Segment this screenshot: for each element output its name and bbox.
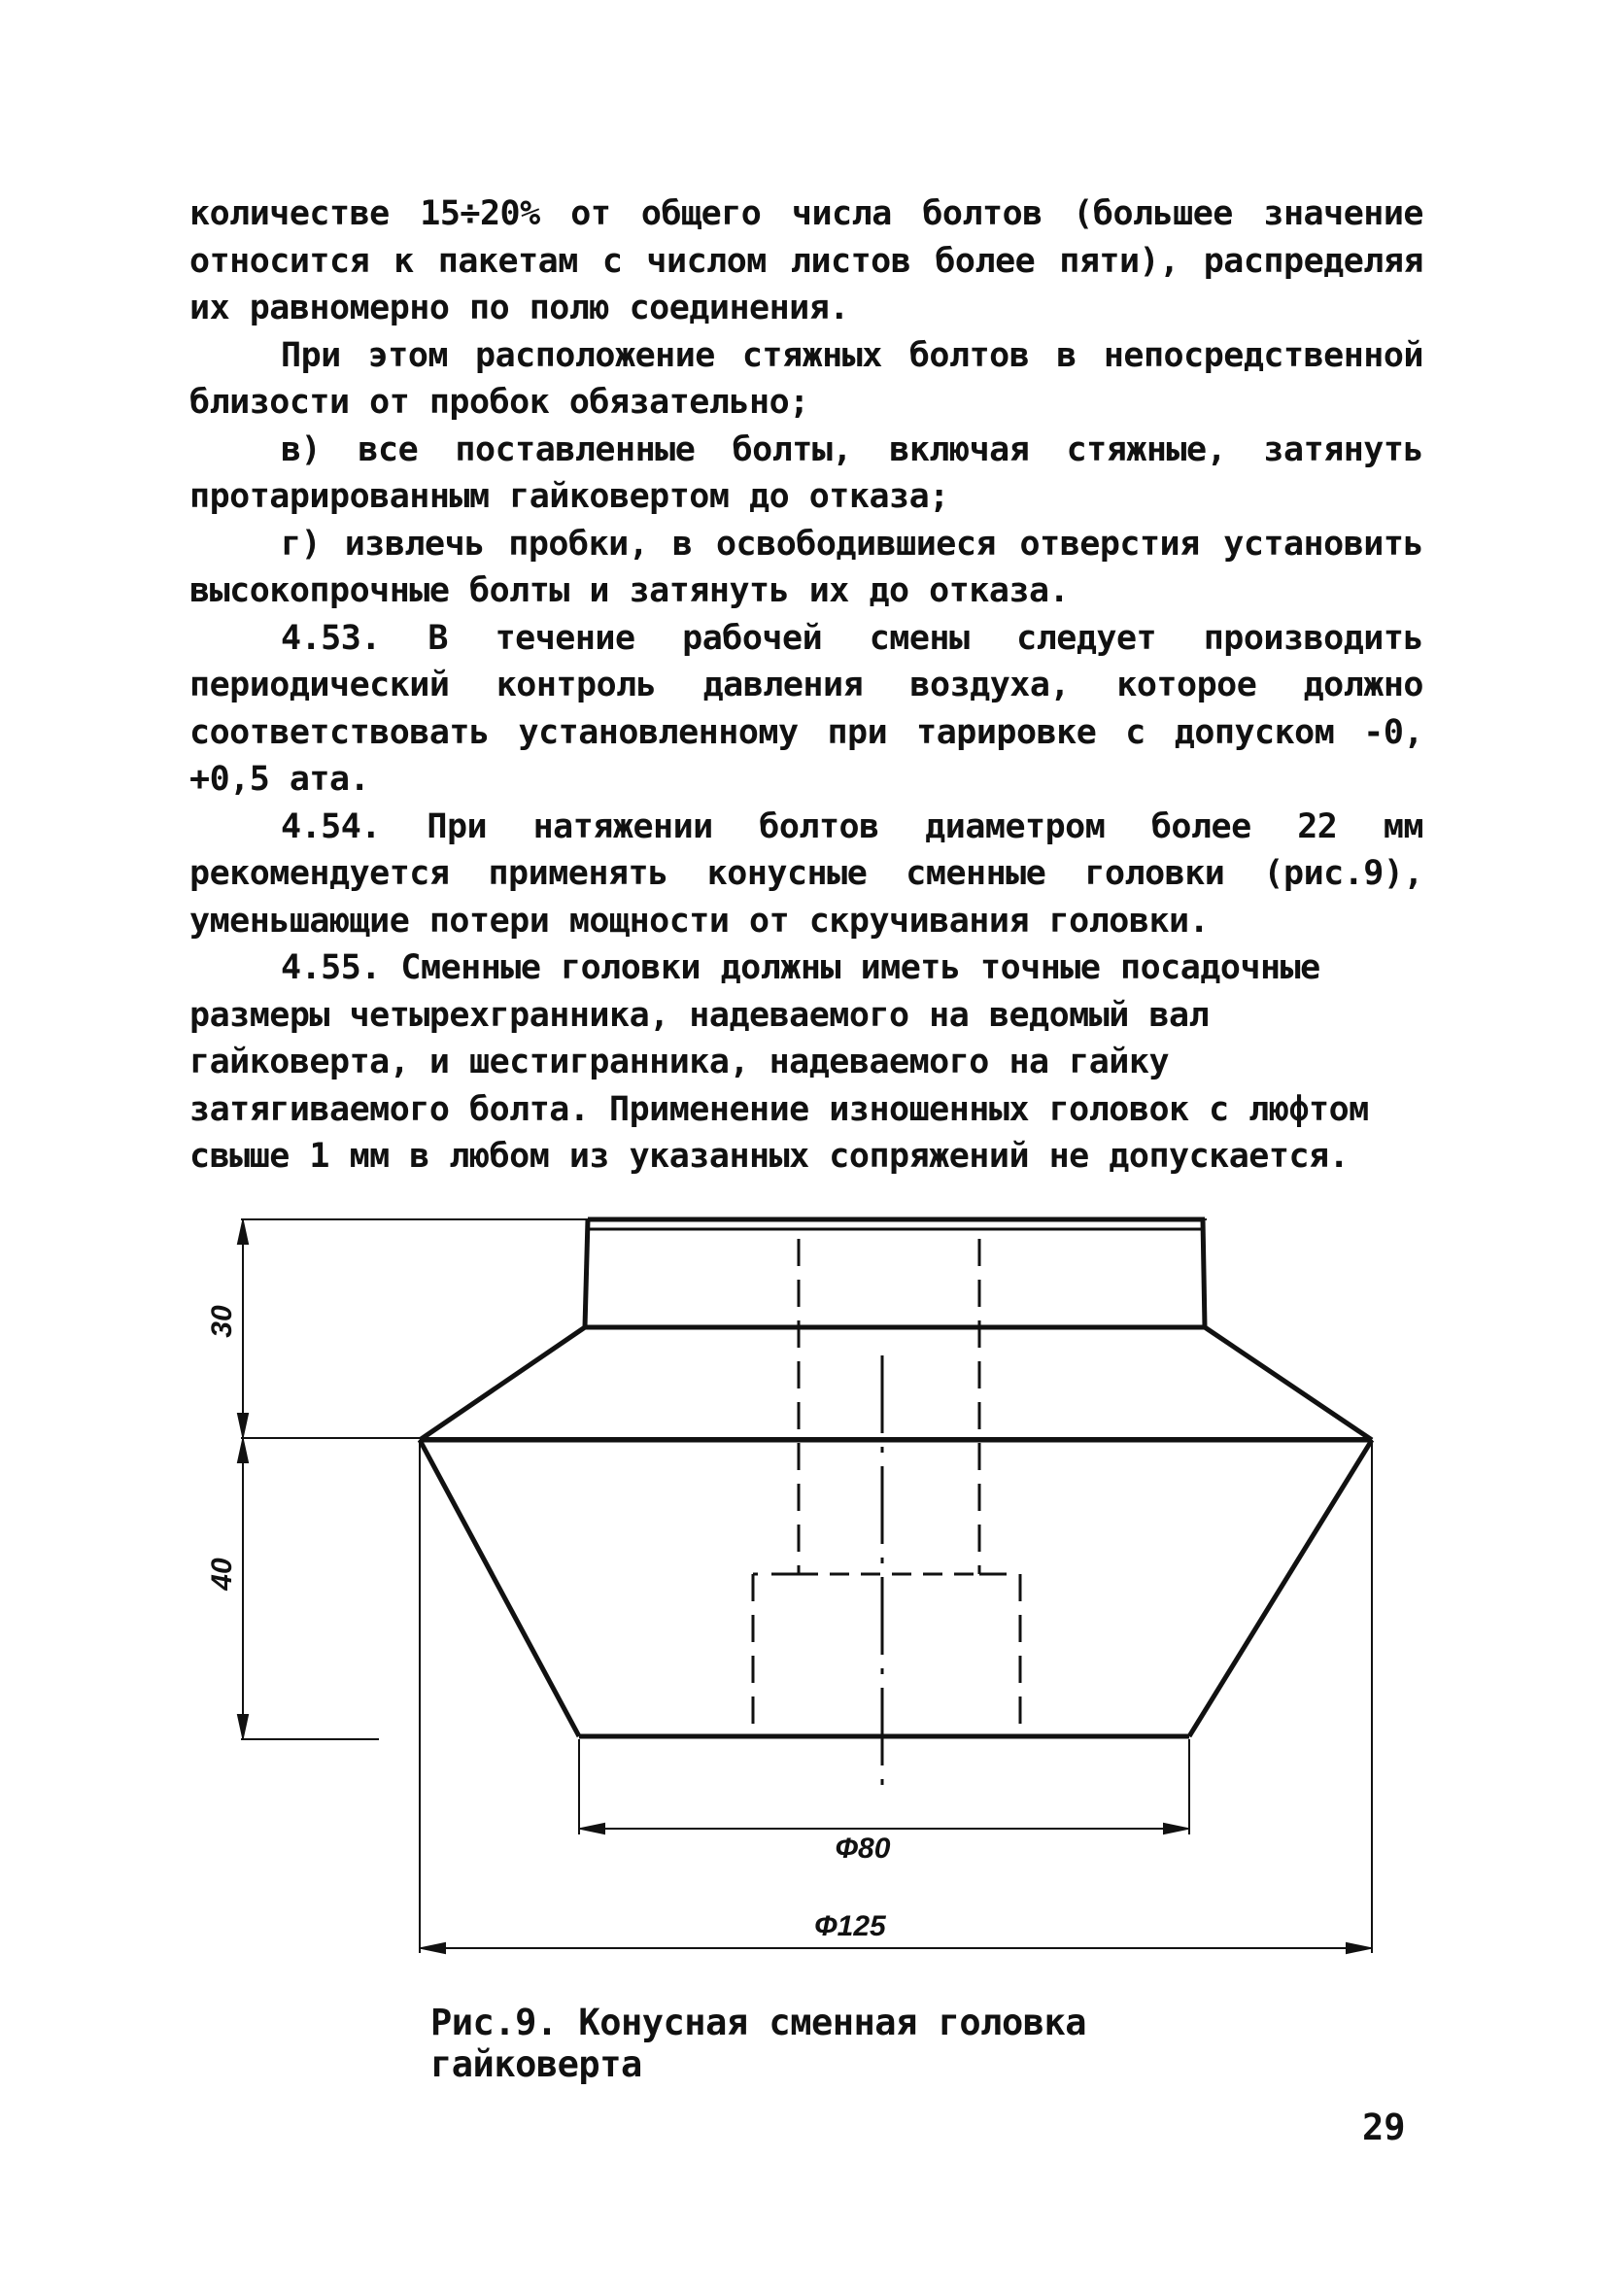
- figure-9-conical-socket: [146, 1185, 1409, 1992]
- paragraph-item-v: в) все поставленные болты, включая стяжные, затянуть протарированным гайковертом до отказа;: [189, 429, 1423, 516]
- dim-label-d125: Ф125: [814, 1910, 886, 1942]
- body-text: [189, 190, 1423, 1181]
- lower-cone-left: [420, 1440, 579, 1736]
- paragraph-4-53: 4.53. В течение рабочей смены следует производить периодический контроль давления воздуха, которое должно соответствовать установленному при тарировке с допуском -0, +0,5 ата.: [189, 618, 1423, 799]
- d125-arrow-right: [1347, 1943, 1370, 1953]
- dim-label-d80: Ф80: [835, 1833, 891, 1865]
- paragraph-tie-bolts: При этом расположение стяжных болтов в непосредственной близости от пробок обязательно;: [189, 335, 1423, 422]
- socket-drawing: [146, 1185, 1409, 1992]
- neck-left-edge: [585, 1219, 588, 1327]
- arrow-mid-up: [238, 1414, 248, 1436]
- arrow-mid-down: [238, 1440, 248, 1462]
- dim-label-40: 40: [206, 1558, 238, 1591]
- dim-label-30: 30: [206, 1305, 238, 1338]
- paragraph-item-g: г) извлечь пробки, в освободившиеся отверстия установить высокопрочные болты и затянуть их до отказа.: [189, 524, 1423, 610]
- upper-cone-right: [1205, 1327, 1372, 1440]
- lower-cone-right: [1189, 1440, 1372, 1736]
- d125-arrow-left: [422, 1943, 445, 1953]
- paragraph-4-54: 4.54. При натяжении болтов диаметром более 22 мм рекомендуется применять конусные сменные головки (рис.9), уменьшающие потери мощности от скручивания головки.: [189, 806, 1423, 941]
- page-number: 29: [1362, 2107, 1406, 2148]
- d80-arrow-right: [1164, 1824, 1187, 1833]
- d80-arrow-left: [581, 1824, 604, 1833]
- upper-cone-left: [420, 1327, 585, 1440]
- paragraph-continuation: количестве 15÷20% от общего числа болтов (большее значение относится к пакетам с числом листов более пяти), распределяя их равномерно по полю соединения.: [189, 194, 1423, 327]
- arrow-bottom: [238, 1715, 248, 1737]
- neck-right-edge: [1203, 1219, 1205, 1327]
- arrow-top: [238, 1221, 248, 1244]
- paragraph-4-55: 4.55. Сменные головки должны иметь точные посадочные размеры четырехгранника, надеваемого на ведомый вал гайковерта, и шестигранника, надеваемого на гайку затягиваемого болта. Применение изношенных головок с люфтом свыше 1 мм в любом из указанных сопряжений не допускается.: [189, 948, 1369, 1176]
- figure-caption: Рис.9. Конусная сменная головка гайковерта: [430, 2002, 1087, 2085]
